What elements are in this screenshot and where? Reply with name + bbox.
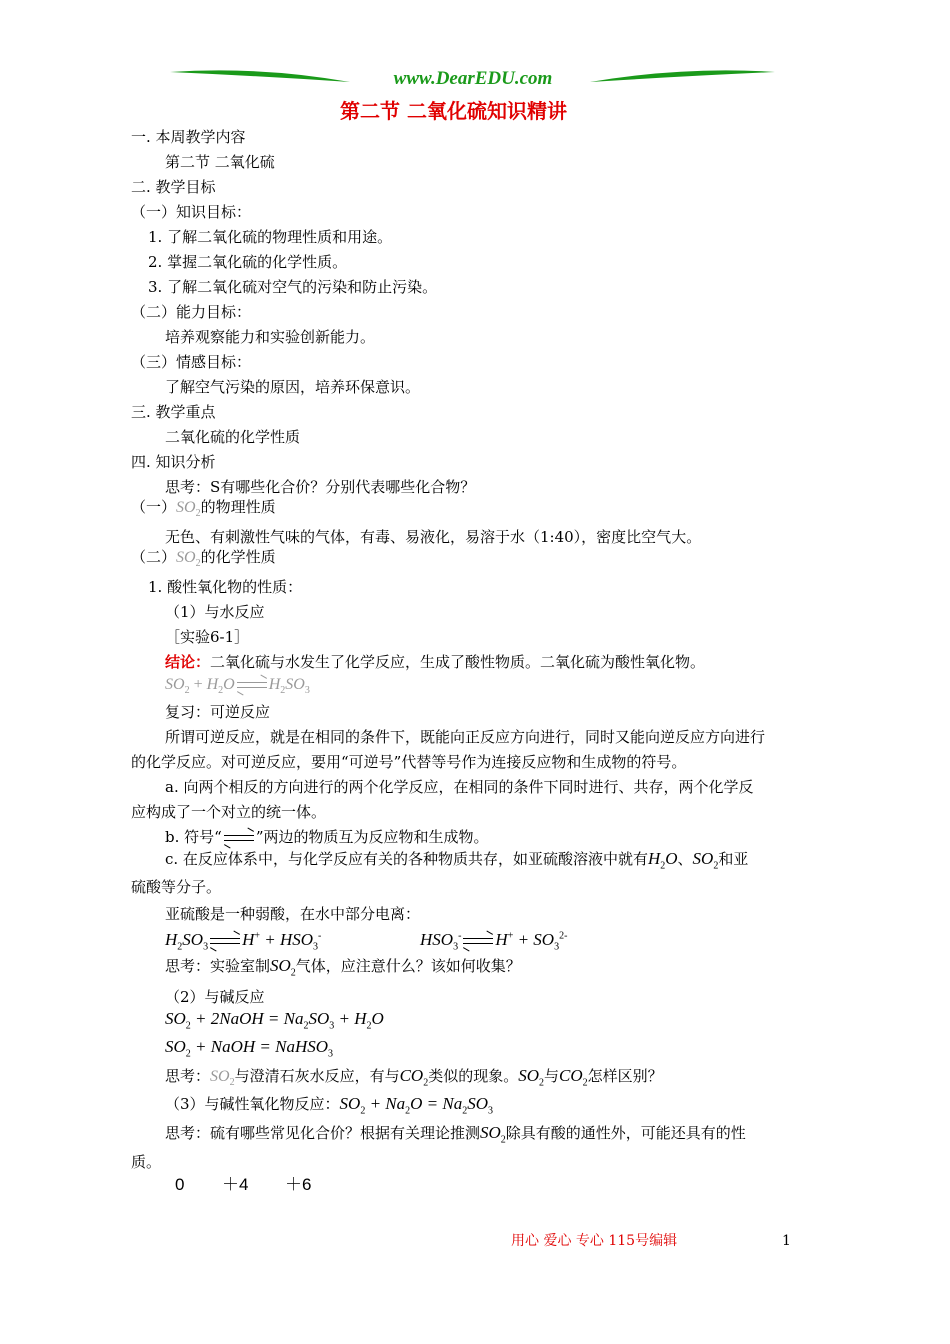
valence-plus-4: ＋4: [222, 1175, 249, 1194]
valence-plus-6: ＋6: [285, 1175, 312, 1194]
section-1-heading: 一. 本周教学内容: [131, 128, 246, 146]
point-c-line-2: 硫酸等分子。: [131, 878, 222, 896]
equation-base-1: $SO_2$ + 2NaOH = $Na_2SO_3 + H_2O$: [165, 1009, 384, 1032]
ionization-equation-1: $H_2SO_3$ $H^+ + HSO_3^-$: [165, 929, 322, 953]
reversible-paragraph-2: 的化学反应。对可逆反应，要用“可逆号”代替等号作为连接反应物和生成物的符号。: [131, 753, 687, 771]
ionization-equation-2: $HSO_3^-$ $H^+ + SO_3^{2-}$: [420, 929, 568, 953]
emotion-goal: 了解空气污染的原因，培养环保意识。: [165, 378, 421, 396]
section-1-content: 第二节 二氧化硫: [165, 153, 275, 171]
banner-right-swoosh: [590, 70, 775, 82]
knowledge-goal-3: 3. 了解二氧化硫对空气的污染和防止污染。: [148, 278, 438, 296]
think-valence: 思考：S有哪些化合价？分别代表哪些化合物？: [165, 478, 476, 496]
think-limewater: 思考：$SO_2$与澄清石灰水反应，有与$CO_2$类似的现象。$SO_2$与$CO_2$怎样区别？: [165, 1066, 663, 1089]
point-a-line-2: 应构成了一个对立的统一体。: [131, 803, 327, 821]
reaction-water-heading: （1）与水反应: [165, 603, 265, 621]
logo-text: www.DearEDU.com: [393, 68, 553, 89]
equation-water: $SO_2 + H_2O$ $H_2SO_3$: [165, 676, 310, 697]
acidic-oxide-heading: 1. 酸性氧化物的性质：: [148, 578, 303, 596]
page-title: 第二节 二氧化硫知识精讲: [340, 99, 567, 123]
knowledge-goal-1: 1. 了解二氧化硫的物理性质和用途。: [148, 228, 393, 246]
chemical-properties-heading: （二）$SO_2$的化学性质: [131, 548, 276, 570]
footer-slogan: 用心 爱心 专心 115号编辑: [511, 1233, 678, 1249]
point-c-line-1: c. 在反应体系中，与化学反应有关的各种物质共存，如亚硫酸溶液中就有$H_2O$、$SO_2$和亚: [165, 849, 749, 872]
physical-properties-heading: （一）$SO_2$的物理性质: [131, 498, 276, 520]
conclusion: 结论：二氧化硫与水发生了化学反应，生成了酸性物质。二氧化硫为酸性氧化物。: [165, 653, 706, 671]
section-3-content: 二氧化硫的化学性质: [165, 428, 301, 446]
point-a-line-1: a. 向两个相反的方向进行的两个化学反应，在相同的条件下同时进行、共存，两个化学反: [165, 778, 754, 796]
reversible-paragraph-1: 所谓可逆反应，就是在相同的条件下，既能向正反应方向进行，同时又能向逆反应方向进行: [165, 728, 766, 746]
page-number: 1: [782, 1233, 791, 1249]
knowledge-goals-heading: （一）知识目标：: [131, 203, 252, 221]
think-lab-prep: 思考：实验室制$SO_2$气体，应注意什么？该如何收集？: [165, 956, 521, 979]
emotion-goals-heading: （三）情感目标：: [131, 353, 252, 371]
point-b: b. 符号“ ”两边的物质互为反应物和生成物。: [165, 827, 488, 847]
ionization-intro: 亚硫酸是一种弱酸，在水中部分电离：: [165, 905, 421, 923]
ability-goals-heading: （二）能力目标：: [131, 303, 252, 321]
banner-left-swoosh: [170, 70, 350, 82]
reaction-basic-oxide: （3）与碱性氧化物反应：$SO_2 + Na_2O = Na_2SO_3$: [165, 1094, 494, 1117]
physical-properties-text: 无色、有刺激性气味的气体，有毒、易液化，易溶于水（1:40），密度比空气大。: [165, 528, 702, 546]
section-4-heading: 四. 知识分析: [131, 453, 216, 471]
equation-base-2: $SO_2$ + NaOH = NaHSO$_3$: [165, 1037, 334, 1060]
reaction-base-heading: （2）与碱反应: [165, 988, 265, 1006]
think-valence-properties-2: 质。: [131, 1153, 162, 1171]
conclusion-label: 结论：: [165, 653, 211, 671]
header-banner: [170, 66, 780, 90]
experiment-label: ［实验6-1］: [165, 628, 250, 646]
section-2-heading: 二. 教学目标: [131, 178, 216, 196]
review-heading: 复习：可逆反应: [165, 703, 271, 721]
section-3-heading: 三. 教学重点: [131, 403, 216, 421]
think-valence-properties-1: 思考：硫有哪些常见化合价？根据有关理论推测$SO_2$除具有酸的通性外，可能还具有的性: [165, 1123, 746, 1146]
ability-goal: 培养观察能力和实验创新能力。: [165, 328, 376, 346]
knowledge-goal-2: 2. 掌握二氧化硫的化学性质。: [148, 253, 348, 271]
valence-0: 0: [175, 1175, 185, 1194]
